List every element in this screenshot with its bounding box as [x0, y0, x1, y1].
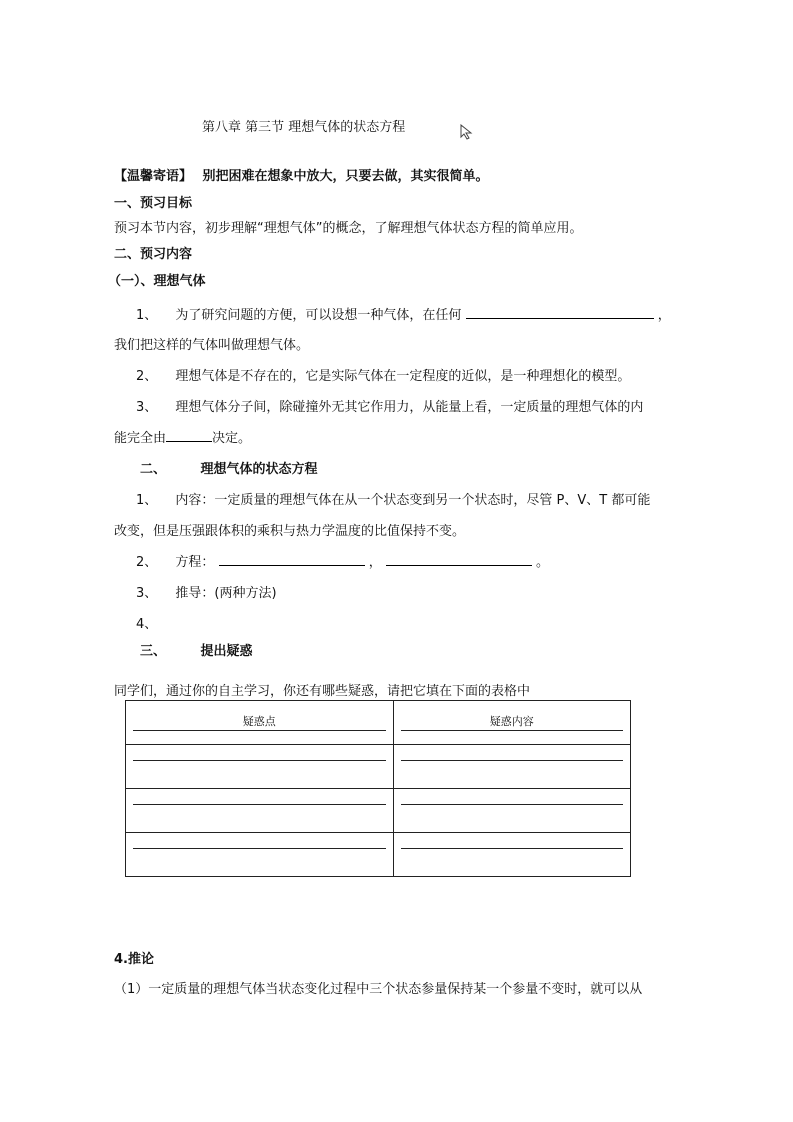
questions-intro: 同学们，通过你的自主学习，你还有哪些疑惑，请把它填在下面的表格中: [114, 684, 531, 699]
punctuation: 。: [536, 555, 550, 570]
state-item-1-cont: 改变，但是压强跟体积的乘积与热力学温度的比值保持不变。: [114, 524, 466, 539]
column-header-point: 疑惑点: [133, 714, 386, 731]
section-title: 提出疑惑: [200, 644, 253, 659]
section-number: 三、: [140, 644, 167, 659]
table-cell[interactable]: [393, 789, 631, 833]
table-cell[interactable]: [126, 833, 394, 877]
item-text: 为了研究问题的方便，可以设想一种气体，在任何: [175, 308, 462, 323]
punctuation: ，: [657, 308, 671, 323]
table-cell[interactable]: [126, 789, 394, 833]
section-heading-questions: [140, 640, 253, 659]
table-cell[interactable]: [393, 745, 631, 789]
state-item-4: [136, 613, 157, 632]
table-row: [126, 833, 631, 877]
fill-blank[interactable]: [166, 427, 212, 442]
item-number: 3、: [136, 586, 158, 601]
fill-blank[interactable]: [466, 304, 654, 319]
fill-blank[interactable]: [219, 551, 365, 566]
item-text: 内容：一定质量的理想气体在从一个状态变到另一个状态时，尽管 P、V、T 都可能: [175, 493, 651, 508]
ideal-gas-item-1: [136, 304, 671, 323]
item-text: 能完全由: [114, 431, 167, 446]
item-label: 方程：: [175, 555, 215, 570]
item-number: 2、: [136, 555, 158, 570]
section-heading-corollary: 4.推论: [114, 952, 154, 967]
item-number: 1、: [136, 493, 158, 508]
mouse-cursor-icon: [460, 124, 474, 140]
section-heading-goal: 一、预习目标: [114, 196, 193, 211]
item-text: 决定。: [212, 431, 252, 446]
table-header-cell: [126, 701, 394, 745]
subsection-heading-ideal-gas: （一）、理想气体: [108, 274, 206, 289]
column-header-content: 疑惑内容: [401, 714, 624, 731]
fill-blank[interactable]: [386, 551, 532, 566]
table-row: [126, 745, 631, 789]
item-number: 1、: [136, 308, 158, 323]
ideal-gas-item-2: [136, 365, 630, 384]
motto-text: 别把困难在想象中放大，只要去做，其实很简单。: [202, 169, 489, 184]
table-cell[interactable]: [126, 745, 394, 789]
table-header-row: [126, 701, 631, 745]
item-number: 2、: [136, 369, 158, 384]
questions-table: [125, 700, 631, 877]
ideal-gas-item-3-cont: [114, 427, 251, 446]
state-item-1: [136, 489, 650, 508]
motto-line: [114, 165, 489, 184]
item-text: 推导：(两种方法): [175, 586, 277, 601]
corollary-text: （1）一定质量的理想气体当状态变化过程中三个状态参量保持某一个参量不变时，就可以从: [114, 982, 643, 997]
motto-label: 【温馨寄语】: [114, 169, 193, 184]
goal-text: 预习本节内容，初步理解“理想气体”的概念，了解理想气体状态方程的简单应用。: [114, 221, 583, 236]
section-title: 理想气体的状态方程: [200, 462, 318, 477]
section-heading-state-equation: [140, 458, 318, 477]
section-heading-content: 二、预习内容: [114, 247, 193, 262]
table-row: [126, 789, 631, 833]
item-text: 理想气体是不存在的，它是实际气体在一定程度的近似，是一种理想化的模型。: [175, 369, 631, 384]
page-title-text: 第八章 第三节 理想气体的状态方程: [202, 120, 406, 135]
page-title: [202, 116, 405, 135]
item-text: 理想气体分子间，除碰撞外无其它作用力，从能量上看，一定质量的理想气体的内: [175, 400, 644, 415]
item-number: 4、: [136, 617, 158, 632]
ideal-gas-item-3: [136, 396, 643, 415]
section-number: 二、: [140, 462, 167, 477]
state-item-3: [136, 582, 277, 601]
punctuation: ，: [368, 555, 382, 570]
table-cell[interactable]: [393, 833, 631, 877]
item-number: 3、: [136, 400, 158, 415]
ideal-gas-item-1-cont: 我们把这样的气体叫做理想气体。: [114, 338, 310, 353]
state-item-2: [136, 551, 549, 570]
table-header-cell: [393, 701, 631, 745]
